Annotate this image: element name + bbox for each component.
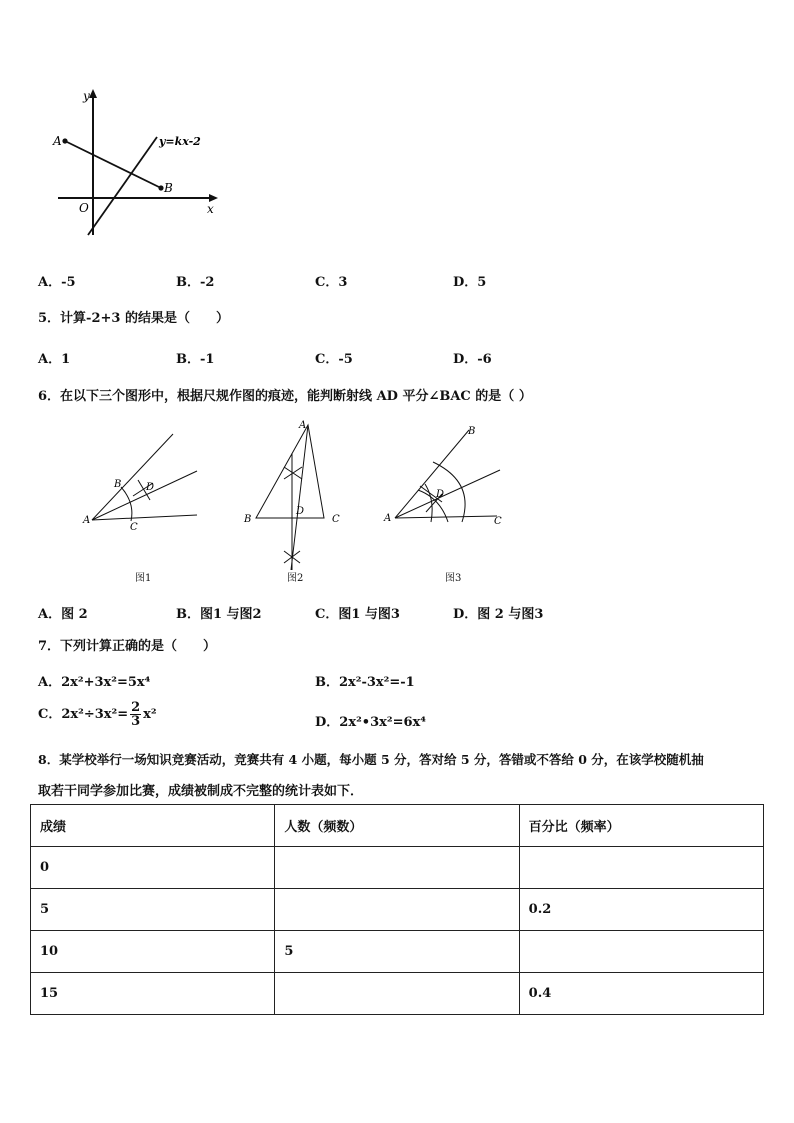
table-row [31, 889, 764, 931]
fig2-label-a: A [299, 420, 307, 431]
table-row [31, 847, 764, 889]
table-cell [519, 847, 763, 889]
q7-option-a-expr: 2x²+3x²=5x⁴ [61, 675, 151, 690]
fig3-label-a: A [384, 513, 392, 524]
table-header: 人数（频数） [275, 805, 519, 847]
q7-option-b-prefix: B． [315, 675, 339, 690]
fig1-label-a: A [83, 515, 91, 526]
table-cell: 0 [31, 847, 275, 889]
q5-option-d[interactable]: D．-6 [453, 352, 492, 367]
table-cell: 0.2 [519, 889, 763, 931]
table-cell [275, 973, 519, 1015]
table-header: 百分比（频率） [519, 805, 763, 847]
q6-figure-2 [240, 415, 350, 570]
q5-option-a[interactable]: A．1 [38, 352, 71, 367]
fig3-label-c: C [494, 516, 502, 527]
fig2-caption: 图2 [287, 573, 304, 584]
table-cell [275, 847, 519, 889]
q4-graph [50, 85, 230, 245]
fig1-caption: 图1 [135, 573, 152, 584]
q4-option-b[interactable]: B．-2 [176, 275, 215, 290]
q6-option-a[interactable]: A．图 2 [38, 607, 88, 622]
q7-option-b[interactable] [315, 671, 415, 690]
table-row [31, 973, 764, 1015]
q7-option-d[interactable] [315, 711, 426, 730]
q5-text: 5．计算-2+3 的结果是（ ） [38, 311, 229, 326]
q6-option-b[interactable]: B．图1 与图2 [176, 607, 262, 622]
q4-option-a[interactable]: A．-5 [38, 275, 76, 290]
table-cell: 15 [31, 973, 275, 1015]
table-header: 成绩 [31, 805, 275, 847]
q7-option-d-prefix: D． [315, 715, 340, 730]
fig3-caption: 图3 [445, 573, 462, 584]
q7-option-d-expr: 2x²•3x²=6x⁴ [339, 715, 426, 730]
q6-figure-3 [380, 422, 510, 537]
q7-option-c-prefix: C． [38, 707, 62, 722]
q7-text: 7．下列计算正确的是（ ） [38, 639, 217, 654]
q7-option-c-left: 2x²÷3x²= [61, 707, 129, 722]
score-table [30, 804, 764, 1015]
x-axis-label: x [207, 202, 214, 216]
point-a-label: A [53, 134, 62, 148]
fig2-label-d: D [296, 506, 305, 517]
fig2-label-b: B [244, 514, 252, 525]
fig2-label-c: C [332, 514, 340, 525]
fraction-numerator: 2 [131, 700, 141, 715]
table-cell [519, 931, 763, 973]
table-row [31, 931, 764, 973]
q7-option-c[interactable] [38, 701, 157, 728]
point-b-label: B [164, 181, 173, 195]
q6-option-c[interactable]: C．图1 与图3 [315, 607, 400, 622]
q4-option-c[interactable]: C．3 [315, 275, 348, 290]
table-cell: 5 [275, 931, 519, 973]
table-cell: 0.4 [519, 973, 763, 1015]
fig1-label-d: D [146, 482, 155, 493]
table-cell: 10 [31, 931, 275, 973]
q8-text-line1: 8．某学校举行一场知识竞赛活动，竞赛共有 4 小题，每小题 5 分，答对给 5 分，答错或不答给 0 分，在该学校随机抽 [38, 752, 704, 767]
q7-option-b-expr: 2x²-3x²=-1 [339, 675, 415, 690]
q7-option-c-fraction [130, 701, 141, 728]
table-header-row [31, 805, 764, 847]
q7-option-a-prefix: A． [38, 675, 62, 690]
q8-text-line2: 取若干同学参加比赛，成绩被制成不完整的统计表如下． [38, 784, 364, 799]
fig1-label-b: B [114, 479, 122, 490]
origin-label: O [79, 201, 89, 215]
q6-option-d[interactable]: D．图 2 与图3 [453, 607, 544, 622]
fraction-denominator: 3 [131, 714, 141, 729]
q5-option-b[interactable]: B．-1 [176, 352, 215, 367]
q6-text: 6．在以下三个图形中，根据尺规作图的痕迹，能判断射线 AD 平分∠BAC 的是（ ） [38, 389, 532, 404]
q4-option-d[interactable]: D．5 [453, 275, 487, 290]
fig3-label-b: B [468, 426, 476, 437]
q7-option-a[interactable] [38, 671, 150, 690]
fig1-label-c: C [130, 522, 138, 533]
q5-option-c[interactable]: C．-5 [315, 352, 353, 367]
q6-figure-1 [80, 428, 210, 538]
q7-option-c-right: x² [143, 707, 157, 722]
table-cell [275, 889, 519, 931]
line-equation-label: y=kx-2 [159, 135, 201, 148]
fig3-label-d: D [436, 489, 445, 500]
y-axis-label: y [83, 89, 90, 103]
table-cell: 5 [31, 889, 275, 931]
